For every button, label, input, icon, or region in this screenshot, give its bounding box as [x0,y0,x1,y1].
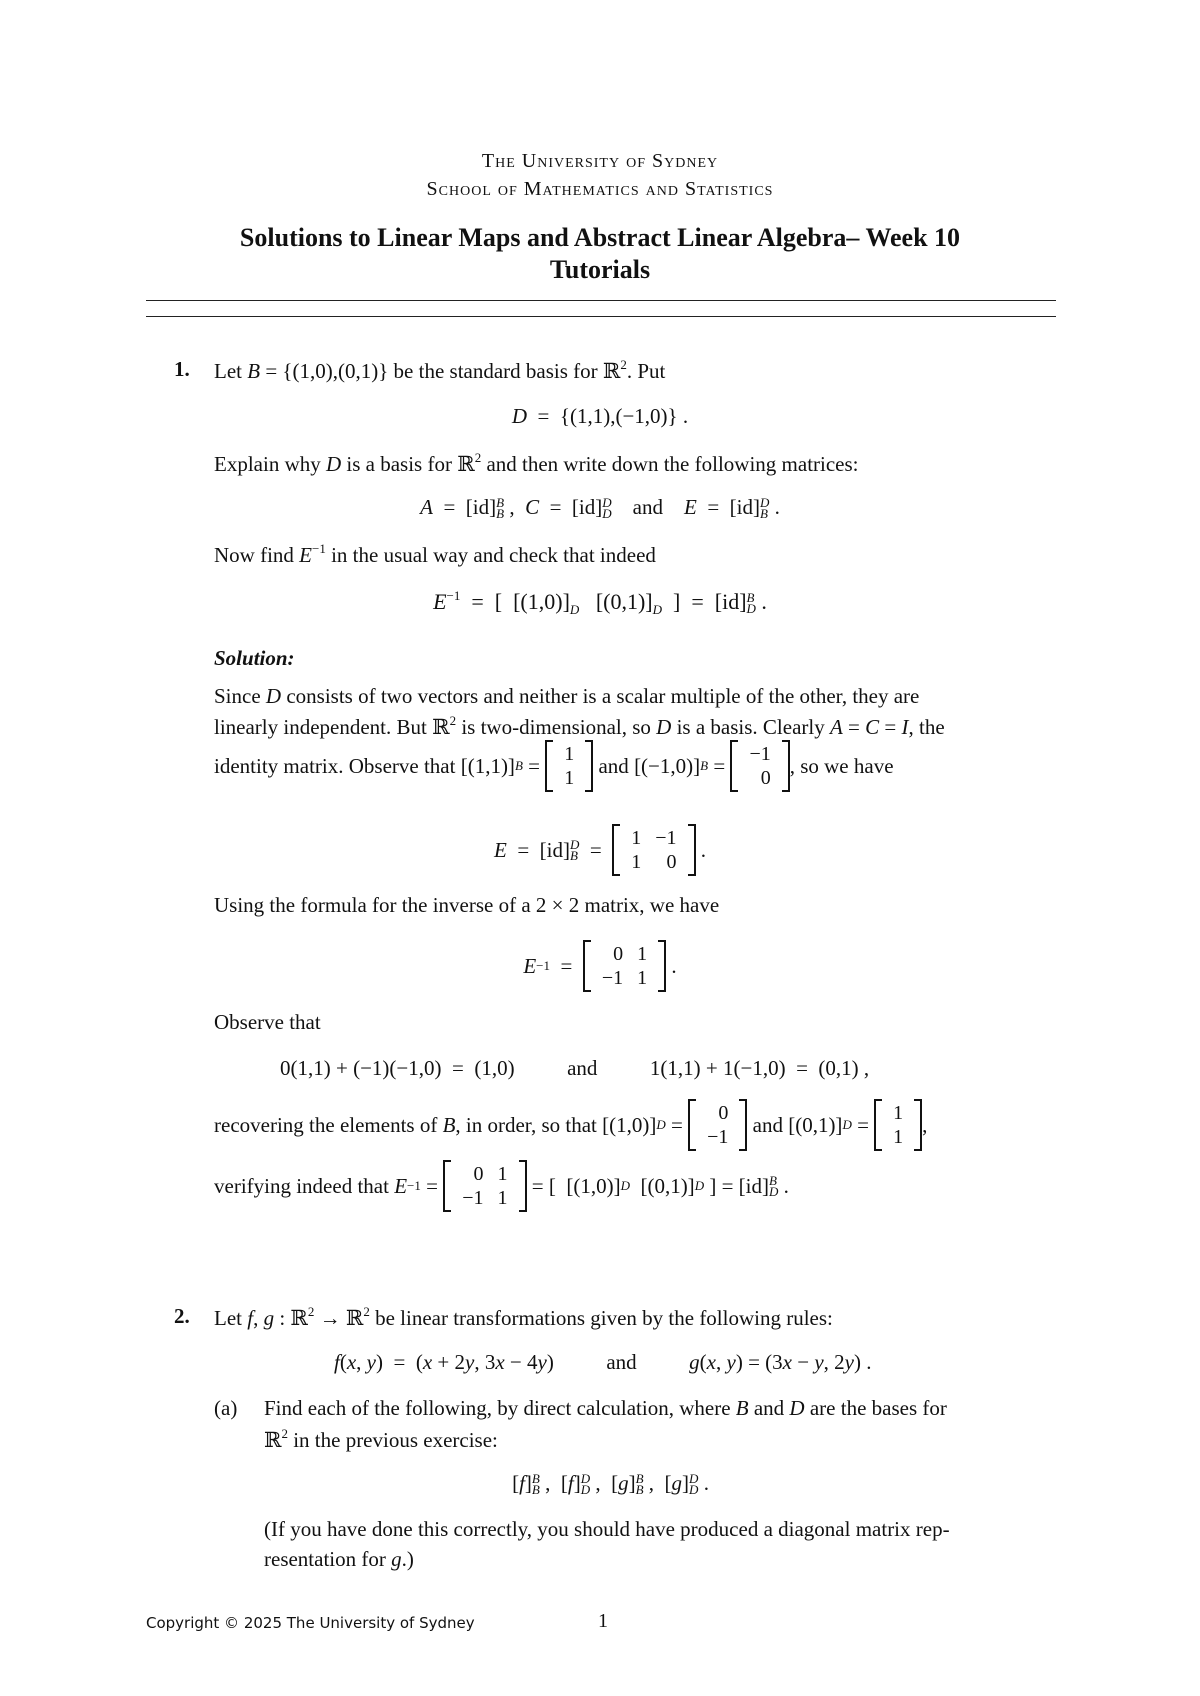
q1-basis-D-equation: D = {(1,1),(−1,0)} . [511,404,689,428]
q2-part-a-line2: ℝ$^2$ in the previous exercise: [264,1426,498,1452]
q2-statement-line: Let f, g : ℝ$^2$ → ℝ$^2$ be linear transformations given by the following rules: [214,1304,833,1330]
q1-observe-equations: 0(1,1) + (−1)(−1,0) = (1,0) and 1(1,1) + 1(−1,0) = (0,1) , [280,1056,870,1080]
page-title-line2: Tutorials [549,255,651,284]
q2-part-a-line1: Find each of the following, by direct calculation, where B and D are the bases for [264,1396,947,1420]
page-title: Solutions to Linear Maps and Abstract Linear Algebra– Week 10 [239,223,961,252]
question-1-number: 1. [174,357,190,381]
q2-part-a-matrices: [f] B B , [f] D D , [g] B B , [g] D D . [491,1471,709,1497]
q1-now-find-line: Now find $E^{-1}$ in the usual way and check that indeed [214,541,656,567]
question-2-number: 2. [174,1304,190,1328]
title-rule-bottom [146,316,1056,317]
school-name: School of Mathematics and Statistics [426,178,774,200]
q1-explain-line: Explain why D is a basis for ℝ$^2$ and then write down the following matrices: [214,450,859,476]
q1-verifying-line: verifying indeed that E −1 = 0 1 −1 1 = [ [(1,0)] D [(0,1)] D ] = [id] B D . [214,1156,789,1216]
q1-statement-line1: Let B = {(1,0),(0,1)} be the standard basis for ℝ$^2$. Put [214,357,666,383]
q1-solution-line3: identity matrix. Observe that [(1,1)] B = 1 1 and [(−1,0)] B = −1 0 , so we have [214,736,894,796]
q1-inverse-formula-line: Using the formula for the inverse of a 2 × 2 matrix, we have [214,893,720,917]
q2-part-a-label: (a) [214,1396,238,1420]
q1-inverse-check-equation: $E^{-1}$ = [ $[(1,0)]_D$ $[(0,1)]_D$ ] = [id] B D . [433,588,767,617]
q1-solution-label: Solution: [214,646,295,670]
q1-observe-label: Observe that [214,1010,321,1034]
q1-matrix-E-inverse: E −1 = 0 1 −1 1 . [0,936,1200,996]
university-name: The University of Sydney [481,150,719,172]
q2-rules-equation: f(x, y) = (x + 2y, 3x − 4y) and g(x, y) = (3x − y, 2y) . [334,1350,872,1374]
q1-recovering-line: recovering the elements of B , in order, so that [(1,0)] D = 0 −1 and [(0,1)] D = 1 1 , [214,1095,927,1155]
q2-part-a-note-line2: resentation for g.) [264,1547,414,1571]
q1-solution-line2: linearly independent. But ℝ$^2$ is two-dimensional, so D is a basis. Clearly A = C = I, the [214,713,945,739]
q2-part-a-note-line1: (If you have done this correctly, you should have produced a diagonal matrix rep- [264,1517,950,1541]
q1-matrix-E-equation: E = [id] D B = 1 −1 1 0 . [0,820,1200,880]
footer-copyright: Copyright © 2025 The University of Sydney [146,1614,475,1632]
page-number: 1 [598,1610,608,1632]
q1-solution-line1: Since D consists of two vectors and neither is a scalar multiple of the other, they are [214,684,920,708]
title-rule-top [146,300,1056,301]
q1-matrices-equation: A = [id] B B , C = [id] D D and E = [id] D B . [420,495,780,521]
